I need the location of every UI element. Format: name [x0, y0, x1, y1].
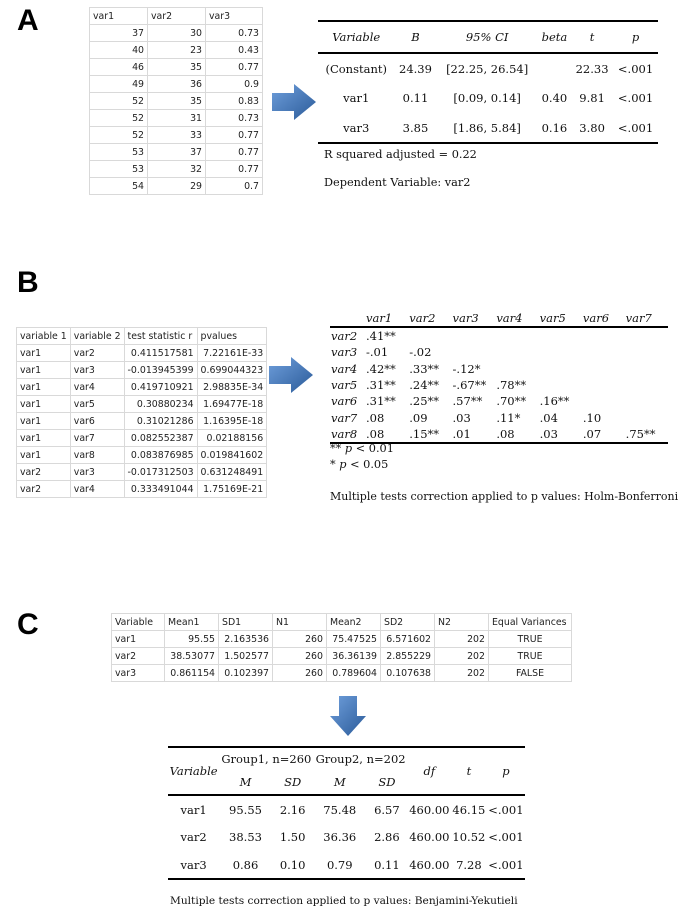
- right-arrow-icon: [272, 84, 316, 120]
- header-group2: Group2, n=202: [315, 751, 406, 766]
- spreadsheet-cell: 46: [90, 59, 148, 76]
- spreadsheet-cell: 52: [90, 110, 148, 127]
- ttest-cell: 0.11: [374, 857, 400, 872]
- column-header: Mean2: [327, 614, 381, 631]
- ttest-cell: 460.00: [409, 830, 450, 844]
- correlation-cell: .31**: [365, 377, 396, 392]
- correlation-cell: .03: [452, 410, 471, 425]
- spreadsheet-cell: 0.083876985: [124, 447, 197, 464]
- correlation-cell: [582, 360, 625, 376]
- significance-note-2: [330, 458, 388, 471]
- correlation-cell: [625, 410, 668, 426]
- spreadsheet-row: [112, 665, 572, 682]
- column-header: variable 2: [70, 328, 124, 345]
- column-header: SD2: [381, 614, 435, 631]
- spreadsheet-row: [17, 481, 267, 498]
- regression-cell: var3: [343, 120, 370, 135]
- correlation-row-label: var2: [331, 329, 358, 343]
- regression-cell: 3.85: [402, 120, 429, 135]
- correlation-cell: [539, 377, 582, 393]
- ttest-cell: var2: [180, 830, 207, 844]
- column-header: SD1: [219, 614, 273, 631]
- spreadsheet-row: [90, 59, 263, 76]
- spreadsheet-cell: 0.419710921: [124, 379, 197, 396]
- spreadsheet-row: [90, 42, 263, 59]
- ttest-cell: 38.53: [229, 830, 262, 844]
- spreadsheet-cell: 52: [90, 127, 148, 144]
- spreadsheet-cell: var2: [17, 464, 71, 481]
- correlation-cell: [408, 327, 451, 344]
- correlation-cell: -.12*: [452, 361, 481, 376]
- correlation-cell: [539, 344, 582, 360]
- spreadsheet-cell: 0.699044323: [197, 362, 267, 379]
- correlation-cell: .25**: [409, 394, 440, 409]
- correction-note: Multiple tests correction applied to p values: Holm-Bonferroni: [330, 490, 679, 503]
- spreadsheet-cell: 30: [148, 25, 206, 42]
- correlation-row-label: var7: [331, 410, 358, 425]
- spreadsheet-cell: 2.98835E-34: [197, 379, 267, 396]
- correlation-row: [330, 410, 668, 426]
- header-ci: 95% CI: [465, 30, 509, 44]
- spreadsheet-cell: 0.02188156: [197, 430, 267, 447]
- correlation-cell: .42**: [365, 361, 396, 376]
- spreadsheet-cell: 1.502577: [219, 648, 273, 665]
- spreadsheet-row: [90, 127, 263, 144]
- spreadsheet-cell: var7: [70, 430, 124, 447]
- regression-cell: [0.09, 0.14]: [453, 91, 521, 105]
- spreadsheet-cell: 2.855229: [381, 648, 435, 665]
- correlation-row: [330, 360, 668, 376]
- spreadsheet-cell: 29: [148, 178, 206, 195]
- column-header: N2: [435, 614, 489, 631]
- spreadsheet-cell: 52: [90, 93, 148, 110]
- correlation-header-row: [330, 310, 668, 327]
- spreadsheet-row: [17, 447, 267, 464]
- spreadsheet-cell: 53: [90, 161, 148, 178]
- panel-letter-b: B: [17, 266, 39, 299]
- spreadsheet-cell: 54: [90, 178, 148, 195]
- spreadsheet-cell: var2: [112, 648, 165, 665]
- spreadsheet-row: [90, 110, 263, 127]
- regression-cell: 3.80: [579, 120, 605, 135]
- spreadsheet-cell: var8: [70, 447, 124, 464]
- ttest-cell: var1: [180, 802, 207, 817]
- column-header: Mean1: [165, 614, 219, 631]
- regression-cell: var1: [343, 91, 370, 105]
- correlation-cell: [495, 360, 538, 376]
- spreadsheet-header-row: [90, 8, 263, 25]
- panel-letter-c: C: [17, 608, 39, 641]
- header-sd: SD: [284, 774, 302, 789]
- correlation-cell: .33**: [409, 361, 440, 376]
- spreadsheet-row: [90, 161, 263, 178]
- spreadsheet-cell: 37: [90, 25, 148, 42]
- r-squared-note: R squared adjusted = 0.22: [324, 148, 477, 161]
- spreadsheet-cell: -0.013945399: [124, 362, 197, 379]
- panel-a-spreadsheet: [89, 7, 263, 195]
- correlation-row-label: var6: [331, 394, 358, 409]
- spreadsheet-row: [17, 345, 267, 362]
- column-header: pvalues: [197, 328, 267, 345]
- correlation-cell: [539, 327, 582, 344]
- spreadsheet-cell: var1: [17, 345, 71, 362]
- spreadsheet-row: [17, 396, 267, 413]
- column-header: var3: [206, 8, 263, 25]
- correlation-cell: .31**: [365, 394, 396, 409]
- correlation-cell: .11*: [496, 410, 521, 425]
- ttest-row: [168, 795, 525, 823]
- spreadsheet-cell: 0.73: [206, 25, 263, 42]
- spreadsheet-cell: 0.411517581: [124, 345, 197, 362]
- correlation-cell: .57**: [452, 394, 483, 409]
- ttest-header-row-1: [168, 747, 525, 769]
- correlation-cell: [625, 344, 668, 360]
- spreadsheet-cell: var1: [17, 362, 71, 379]
- spreadsheet-cell: 0.77: [206, 127, 263, 144]
- header-beta: beta: [541, 30, 568, 44]
- spreadsheet-cell: 33: [148, 127, 206, 144]
- spreadsheet-cell: 0.43: [206, 42, 263, 59]
- ttest-cell: 0.10: [279, 857, 306, 872]
- spreadsheet-cell: 1.75169E-21: [197, 481, 267, 498]
- regression-cell: <.001: [617, 120, 654, 135]
- correlation-cell: [495, 344, 538, 360]
- ttest-cell: 36.36: [323, 830, 357, 844]
- spreadsheet-cell: 0.77: [206, 144, 263, 161]
- spreadsheet-cell: 23: [148, 42, 206, 59]
- correlation-cell: [452, 327, 496, 344]
- right-arrow-icon: [269, 357, 313, 393]
- spreadsheet-cell: 36.36139: [327, 648, 381, 665]
- spreadsheet-cell: var2: [17, 481, 71, 498]
- correlation-cell: [625, 360, 668, 376]
- spreadsheet-cell: 260: [273, 631, 327, 648]
- correlation-row-label: var3: [331, 345, 358, 360]
- spreadsheet-cell: var1: [17, 447, 71, 464]
- spreadsheet-cell: 49: [90, 76, 148, 93]
- significance-note-1: [330, 442, 394, 455]
- correlation-column-header: var4: [496, 311, 523, 325]
- correlation-row-label: var8: [331, 426, 358, 441]
- spreadsheet-cell: 40: [90, 42, 148, 59]
- ttest-cell: 0.79: [326, 857, 353, 872]
- spreadsheet-header-row: [112, 614, 572, 631]
- correlation-cell: [582, 393, 625, 409]
- header-mean: M: [239, 774, 252, 789]
- spreadsheet-cell: 0.7: [206, 178, 263, 195]
- spreadsheet-cell: 260: [273, 648, 327, 665]
- regression-cell: (Constant): [325, 61, 387, 76]
- correlation-column-header: var7: [625, 311, 652, 325]
- spreadsheet-cell: 0.333491044: [124, 481, 197, 498]
- correlation-cell: .09: [409, 410, 428, 425]
- spreadsheet-cell: 36: [148, 76, 206, 93]
- correlation-cell: .75**: [625, 426, 656, 441]
- correlation-cell: .15**: [409, 426, 440, 441]
- spreadsheet-cell: TRUE: [489, 648, 572, 665]
- spreadsheet-cell: var4: [70, 379, 124, 396]
- correlation-column-header: var6: [582, 311, 610, 325]
- spreadsheet-cell: 0.107638: [381, 665, 435, 682]
- spreadsheet-cell: 1.69477E-18: [197, 396, 267, 413]
- spreadsheet-cell: var1: [112, 631, 165, 648]
- ttest-cell: 46.15: [452, 802, 486, 817]
- spreadsheet-header-row: [17, 328, 267, 345]
- spreadsheet-cell: 0.082552387: [124, 430, 197, 447]
- column-header: variable 1: [17, 328, 71, 345]
- regression-cell: 24.39: [399, 61, 432, 76]
- spreadsheet-cell: 6.571602: [381, 631, 435, 648]
- correlation-column-header: [330, 310, 365, 327]
- spreadsheet-cell: 202: [435, 665, 489, 682]
- ttest-cell: 460.00: [409, 857, 450, 872]
- correlation-cell: .08: [496, 426, 515, 441]
- spreadsheet-cell: 0.019841602: [197, 447, 267, 464]
- down-arrow-icon: [330, 696, 366, 736]
- spreadsheet-cell: 37: [148, 144, 206, 161]
- spreadsheet-row: [17, 362, 267, 379]
- spreadsheet-cell: 0.861154: [165, 665, 219, 682]
- correlation-cell: -.67**: [452, 377, 487, 392]
- spreadsheet-cell: 2.163536: [219, 631, 273, 648]
- spreadsheet-row: [112, 631, 572, 648]
- regression-cell: [538, 53, 571, 83]
- spreadsheet-cell: var2: [70, 345, 124, 362]
- regression-cell: <.001: [617, 61, 654, 76]
- column-header: Equal Variances: [489, 614, 572, 631]
- spreadsheet-cell: var3: [70, 464, 124, 481]
- panel-letter-a: A: [17, 4, 39, 37]
- correlation-cell: .04: [539, 410, 558, 425]
- header-variable: Variable: [332, 30, 381, 44]
- regression-row: [318, 53, 658, 83]
- spreadsheet-row: [90, 25, 263, 42]
- sig-p-symbol: p: [344, 442, 353, 455]
- spreadsheet-row: [17, 379, 267, 396]
- spreadsheet-cell: -0.017312503: [124, 464, 197, 481]
- header-sd: SD: [378, 774, 396, 789]
- correlation-cell: [582, 344, 625, 360]
- regression-cell: [1.86, 5.84]: [453, 120, 521, 135]
- spreadsheet-cell: 0.31021286: [124, 413, 197, 430]
- ttest-cell: 2.16: [279, 802, 306, 817]
- ttest-cell: 75.48: [323, 802, 357, 817]
- spreadsheet-row: [90, 76, 263, 93]
- column-header: test statistic r: [124, 328, 197, 345]
- correlation-column-header: var1: [365, 311, 393, 325]
- ttest-cell: <.001: [488, 830, 524, 844]
- ttest-cell: 7.28: [456, 857, 482, 872]
- correlation-cell: .08: [365, 426, 385, 441]
- panel-a-regression-table: [318, 20, 658, 144]
- regression-cell: 22.33: [575, 61, 609, 76]
- header-group1: Group1, n=260: [221, 751, 312, 766]
- correlation-cell: [495, 327, 538, 344]
- spreadsheet-cell: 75.47525: [327, 631, 381, 648]
- ttest-cell: var3: [180, 857, 207, 872]
- regression-row: [318, 113, 658, 143]
- spreadsheet-cell: 0.77: [206, 161, 263, 178]
- correction-note: Multiple tests correction applied to p values: Benjamini-Yekutieli: [170, 895, 518, 907]
- correlation-row-label: var4: [331, 361, 358, 376]
- spreadsheet-row: [90, 178, 263, 195]
- spreadsheet-cell: 202: [435, 631, 489, 648]
- correlation-cell: .07: [582, 426, 602, 441]
- ttest-cell: 2.86: [374, 830, 400, 844]
- correlation-cell: [582, 377, 625, 393]
- correlation-cell: -.02: [409, 345, 432, 360]
- correlation-cell: .10: [582, 410, 602, 425]
- spreadsheet-cell: 38.53077: [165, 648, 219, 665]
- header-t: t: [451, 747, 487, 795]
- correlation-cell: -.01: [365, 345, 389, 360]
- column-header: Variable: [112, 614, 165, 631]
- regression-row: [318, 83, 658, 113]
- regression-header-row: [318, 21, 658, 53]
- spreadsheet-row: [17, 430, 267, 447]
- spreadsheet-cell: 0.631248491: [197, 464, 267, 481]
- correlation-cell: .03: [539, 426, 558, 441]
- sig-threshold: < 0.01: [352, 442, 394, 455]
- sig-stars: *: [330, 458, 336, 471]
- sig-p-symbol: p: [339, 458, 347, 471]
- ttest-cell: <.001: [488, 857, 524, 872]
- regression-cell: [22.25, 26.54]: [446, 61, 529, 76]
- header-t: t: [589, 30, 595, 44]
- ttest-row: [168, 851, 525, 879]
- spreadsheet-cell: 95.55: [165, 631, 219, 648]
- spreadsheet-cell: var6: [70, 413, 124, 430]
- sig-stars: **: [330, 442, 342, 455]
- spreadsheet-cell: 31: [148, 110, 206, 127]
- ttest-cell: 1.50: [279, 830, 306, 844]
- sig-threshold: < 0.05: [346, 458, 389, 471]
- ttest-cell: 6.57: [374, 802, 400, 817]
- spreadsheet-cell: 0.30880234: [124, 396, 197, 413]
- ttest-cell: <.001: [488, 802, 524, 817]
- correlation-cell: [625, 327, 668, 344]
- spreadsheet-cell: var4: [70, 481, 124, 498]
- spreadsheet-row: [17, 464, 267, 481]
- correlation-cell: [625, 393, 668, 409]
- correlation-cell: .01: [452, 426, 471, 441]
- header-p: p: [631, 30, 640, 44]
- spreadsheet-cell: var1: [17, 413, 71, 430]
- spreadsheet-cell: 0.73: [206, 110, 263, 127]
- spreadsheet-cell: 32: [148, 161, 206, 178]
- regression-cell: 0.40: [541, 91, 568, 105]
- spreadsheet-cell: 1.16395E-18: [197, 413, 267, 430]
- correlation-cell: [625, 377, 668, 393]
- spreadsheet-row: [90, 93, 263, 110]
- header-df: df: [408, 747, 451, 795]
- panel-b-spreadsheet: [16, 327, 267, 498]
- ttest-row: [168, 823, 525, 851]
- column-header: var2: [148, 8, 206, 25]
- regression-cell: 0.11: [402, 91, 429, 105]
- spreadsheet-cell: var1: [17, 379, 71, 396]
- header-mean: M: [333, 774, 346, 789]
- header-b: B: [411, 30, 420, 44]
- spreadsheet-cell: TRUE: [489, 631, 572, 648]
- header-p: p: [487, 747, 525, 795]
- regression-cell: 0.16: [541, 120, 568, 135]
- correlation-cell: .70**: [496, 394, 527, 409]
- ttest-cell: 95.55: [229, 802, 262, 817]
- correlation-row: [330, 426, 668, 443]
- correlation-column-header: var3: [452, 311, 479, 325]
- spreadsheet-cell: 7.22161E-33: [197, 345, 267, 362]
- column-header: var1: [90, 8, 148, 25]
- panel-c-ttest-table: [168, 746, 525, 880]
- column-header: N1: [273, 614, 327, 631]
- dependent-variable-note: Dependent Variable: var2: [324, 176, 471, 189]
- spreadsheet-row: [17, 413, 267, 430]
- spreadsheet-row: [112, 648, 572, 665]
- correlation-cell: .16**: [539, 394, 570, 409]
- correlation-cell: [582, 327, 625, 344]
- correlation-row: [330, 393, 668, 409]
- correlation-row: [330, 327, 668, 344]
- ttest-cell: 460.00: [409, 802, 450, 817]
- spreadsheet-cell: var5: [70, 396, 124, 413]
- spreadsheet-cell: var1: [17, 430, 71, 447]
- correlation-cell: .24**: [409, 377, 440, 392]
- correlation-cell: [452, 344, 496, 360]
- correlation-column-header: var5: [539, 311, 566, 325]
- spreadsheet-cell: 0.77: [206, 59, 263, 76]
- spreadsheet-cell: 0.102397: [219, 665, 273, 682]
- correlation-cell: [539, 360, 582, 376]
- spreadsheet-cell: 202: [435, 648, 489, 665]
- spreadsheet-cell: 0.83: [206, 93, 263, 110]
- correlation-row: [330, 344, 668, 360]
- ttest-cell: 10.52: [452, 830, 486, 844]
- spreadsheet-cell: var1: [17, 396, 71, 413]
- correlation-row-label: var5: [331, 377, 358, 392]
- spreadsheet-cell: 35: [148, 93, 206, 110]
- spreadsheet-cell: var3: [112, 665, 165, 682]
- correlation-cell: .78**: [496, 377, 527, 392]
- correlation-row: [330, 377, 668, 393]
- spreadsheet-cell: 260: [273, 665, 327, 682]
- spreadsheet-cell: 0.789604: [327, 665, 381, 682]
- ttest-cell: 0.86: [232, 857, 259, 872]
- spreadsheet-cell: var3: [70, 362, 124, 379]
- panel-b-correlation-table: [330, 310, 668, 444]
- spreadsheet-cell: FALSE: [489, 665, 572, 682]
- spreadsheet-cell: 0.9: [206, 76, 263, 93]
- panel-c-spreadsheet: [111, 613, 572, 682]
- correlation-column-header: var2: [409, 311, 436, 325]
- spreadsheet-cell: 35: [148, 59, 206, 76]
- header-variable: Variable: [168, 747, 219, 795]
- spreadsheet-row: [90, 144, 263, 161]
- correlation-cell: .08: [365, 410, 385, 425]
- correlation-cell: .41**: [365, 329, 396, 343]
- regression-cell: <.001: [617, 91, 654, 105]
- regression-cell: 9.81: [579, 91, 605, 105]
- spreadsheet-cell: 53: [90, 144, 148, 161]
